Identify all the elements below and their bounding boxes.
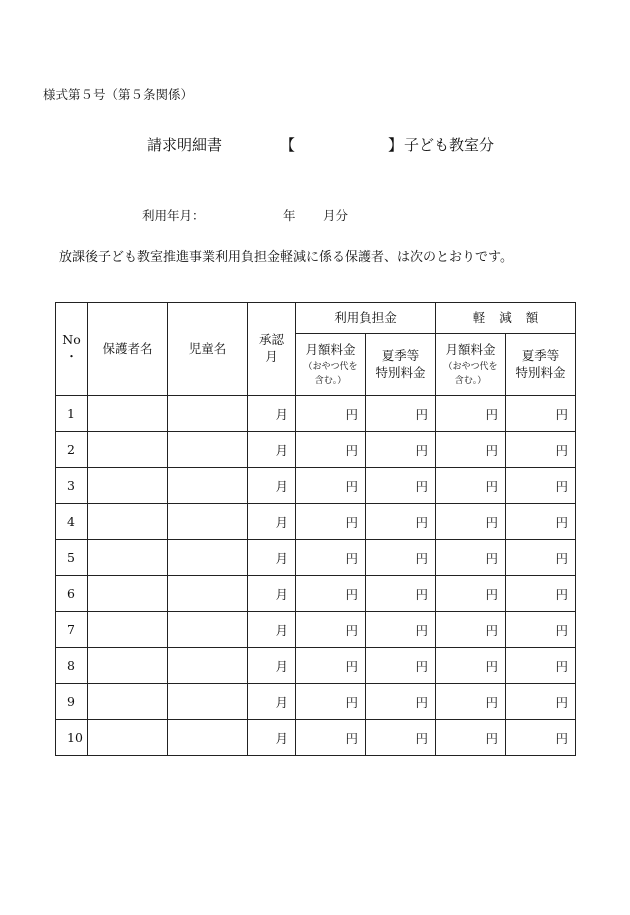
guardian-name-cell — [88, 720, 168, 756]
child-name-cell — [168, 612, 248, 648]
usage-monthly-fee-cell: 円 — [296, 432, 366, 468]
table-row — [56, 540, 576, 576]
usage-period-label: 利用年月： — [142, 208, 205, 223]
reduction-monthly-fee-cell: 円 — [436, 612, 506, 648]
approval-month-cell: 月 — [248, 720, 296, 756]
header-usage-fee-group: 利用負担金 — [296, 303, 436, 334]
guardian-name-cell — [88, 612, 168, 648]
reduction-summer-fee-cell: 円 — [506, 612, 576, 648]
usage-monthly-fee-cell: 円 — [296, 468, 366, 504]
reduction-summer-fee-cell: 円 — [506, 576, 576, 612]
table-row — [56, 720, 576, 756]
table-row — [56, 396, 576, 432]
table-row — [56, 468, 576, 504]
bracket-close: 】 — [388, 136, 404, 154]
child-name-cell — [168, 576, 248, 612]
guardian-name-cell — [88, 468, 168, 504]
form-number: 様式第５号（第５条関係） — [43, 87, 194, 102]
row-number: 6 — [56, 576, 88, 612]
month-label: 月分 — [323, 208, 349, 223]
usage-summer-fee-cell: 円 — [366, 684, 436, 720]
reduction-summer-fee-cell: 円 — [506, 396, 576, 432]
child-name-cell — [168, 396, 248, 432]
header-reduction-monthly-fee: 月額料金 （おやつ代を 含む。） — [436, 334, 506, 396]
reduction-summer-fee-cell: 円 — [506, 648, 576, 684]
usage-summer-fee-cell: 円 — [366, 504, 436, 540]
usage-monthly-fee-cell: 円 — [296, 396, 366, 432]
guardian-name-cell — [88, 540, 168, 576]
reduction-monthly-fee-cell: 円 — [436, 468, 506, 504]
guardian-name-cell — [88, 684, 168, 720]
header-reduction-group: 軽減額 — [436, 303, 576, 334]
header-child-name: 児童名 — [168, 303, 248, 396]
reduction-summer-fee-cell: 円 — [506, 432, 576, 468]
usage-monthly-fee-cell: 円 — [296, 720, 366, 756]
reduction-monthly-fee-cell: 円 — [436, 720, 506, 756]
reduction-monthly-fee-cell: 円 — [436, 684, 506, 720]
approval-month-cell: 月 — [248, 432, 296, 468]
intro-text: 放課後子ども教室推進事業利用負担金軽減に係る保護者、は次のとおりです。 — [59, 250, 513, 265]
billing-detail-table — [55, 302, 576, 756]
page-title: 請求明細書 — [147, 136, 223, 154]
child-name-cell — [168, 648, 248, 684]
usage-monthly-fee-cell: 円 — [296, 504, 366, 540]
child-name-cell — [168, 468, 248, 504]
usage-monthly-fee-cell: 円 — [296, 612, 366, 648]
usage-summer-fee-cell: 円 — [366, 612, 436, 648]
title-suffix: 子ども教室分 — [404, 136, 495, 154]
approval-month-cell: 月 — [248, 396, 296, 432]
reduction-summer-fee-cell: 円 — [506, 540, 576, 576]
usage-monthly-fee-cell: 円 — [296, 684, 366, 720]
reduction-monthly-fee-cell: 円 — [436, 432, 506, 468]
approval-month-cell: 月 — [248, 612, 296, 648]
row-number: 7 — [56, 612, 88, 648]
child-name-cell — [168, 504, 248, 540]
table-row — [56, 432, 576, 468]
row-number: 3 — [56, 468, 88, 504]
reduction-monthly-fee-cell: 円 — [436, 648, 506, 684]
approval-month-cell: 月 — [248, 684, 296, 720]
year-label: 年 — [283, 208, 296, 223]
reduction-summer-fee-cell: 円 — [506, 504, 576, 540]
table-row — [56, 684, 576, 720]
guardian-name-cell — [88, 396, 168, 432]
child-name-cell — [168, 684, 248, 720]
table-row — [56, 612, 576, 648]
table-row — [56, 504, 576, 540]
guardian-name-cell — [88, 504, 168, 540]
usage-monthly-fee-cell: 円 — [296, 576, 366, 612]
reduction-monthly-fee-cell: 円 — [436, 576, 506, 612]
row-number: 8 — [56, 648, 88, 684]
usage-summer-fee-cell: 円 — [366, 432, 436, 468]
header-reduction-summer-fee: 夏季等 特別料金 — [506, 334, 576, 396]
row-number: 10 — [56, 720, 88, 756]
reduction-monthly-fee-cell: 円 — [436, 396, 506, 432]
table-row — [56, 576, 576, 612]
guardian-name-cell — [88, 648, 168, 684]
reduction-summer-fee-cell: 円 — [506, 720, 576, 756]
approval-month-cell: 月 — [248, 504, 296, 540]
approval-month-cell: 月 — [248, 540, 296, 576]
usage-summer-fee-cell: 円 — [366, 720, 436, 756]
reduction-summer-fee-cell: 円 — [506, 468, 576, 504]
child-name-cell — [168, 540, 248, 576]
header-monthly-fee: 月額料金 （おやつ代を 含む。） — [296, 334, 366, 396]
usage-summer-fee-cell: 円 — [366, 540, 436, 576]
row-number: 1 — [56, 396, 88, 432]
usage-summer-fee-cell: 円 — [366, 396, 436, 432]
approval-month-cell: 月 — [248, 576, 296, 612]
usage-summer-fee-cell: 円 — [366, 576, 436, 612]
approval-month-cell: 月 — [248, 468, 296, 504]
header-summer-fee: 夏季等 特別料金 — [366, 334, 436, 396]
reduction-monthly-fee-cell: 円 — [436, 540, 506, 576]
row-number: 5 — [56, 540, 88, 576]
header-no: No ・ — [56, 303, 88, 396]
usage-summer-fee-cell: 円 — [366, 468, 436, 504]
table-row — [56, 648, 576, 684]
guardian-name-cell — [88, 432, 168, 468]
usage-monthly-fee-cell: 円 — [296, 540, 366, 576]
usage-monthly-fee-cell: 円 — [296, 648, 366, 684]
child-name-cell — [168, 720, 248, 756]
bracket-open: 【 — [280, 136, 296, 154]
row-number: 2 — [56, 432, 88, 468]
guardian-name-cell — [88, 576, 168, 612]
row-number: 4 — [56, 504, 88, 540]
usage-summer-fee-cell: 円 — [366, 648, 436, 684]
row-number: 9 — [56, 684, 88, 720]
header-approval-month: 承認 月 — [248, 303, 296, 396]
header-guardian-name: 保護者名 — [88, 303, 168, 396]
reduction-monthly-fee-cell: 円 — [436, 504, 506, 540]
approval-month-cell: 月 — [248, 648, 296, 684]
reduction-summer-fee-cell: 円 — [506, 684, 576, 720]
child-name-cell — [168, 432, 248, 468]
